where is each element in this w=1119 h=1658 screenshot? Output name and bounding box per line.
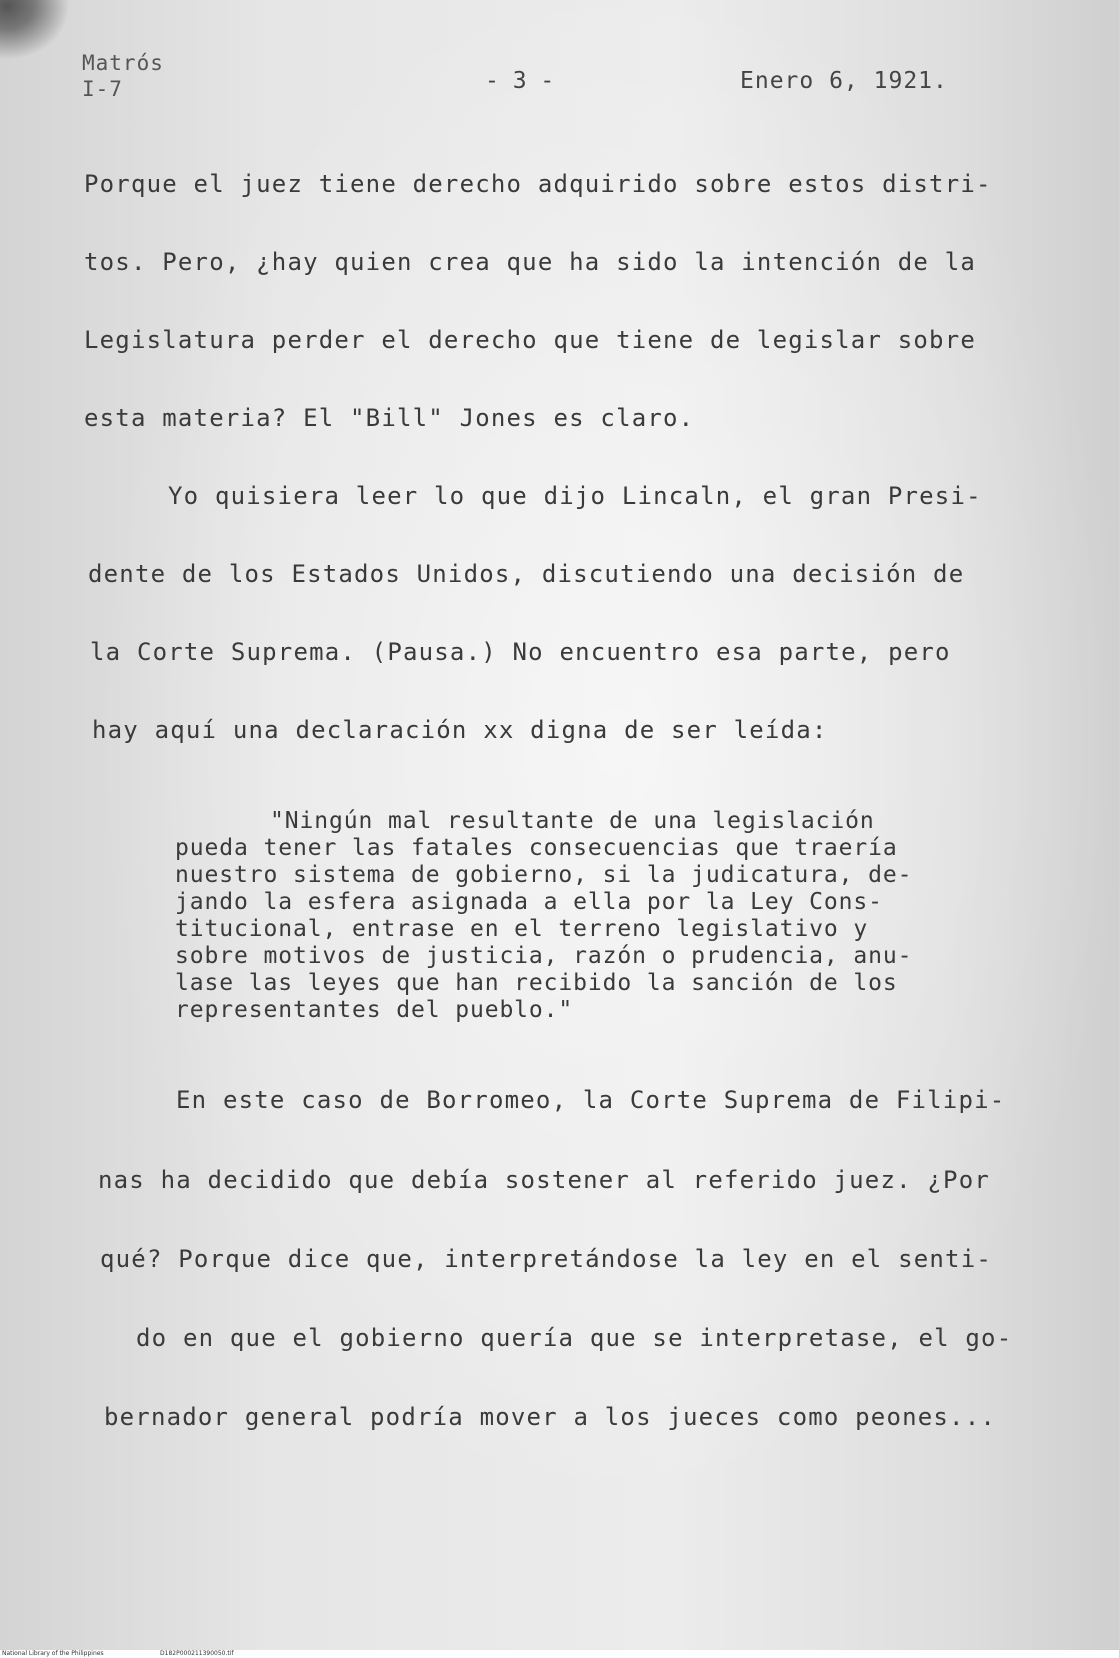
block-quote — [175, 808, 912, 1024]
quote-line: sobre motivos de justicia, razón o prudencia, anu- — [175, 943, 913, 969]
body-line: do en que el gobierno quería que se interpretase, el go- — [136, 1324, 1013, 1352]
body-line: En este caso de Borromeo, la Corte Suprema de Filipi- — [176, 1086, 1006, 1114]
quote-line: lase las leyes que han recibido la sanción de los — [175, 970, 898, 996]
body-line: nas ha decidido que debía sostener al referido juez. ¿Por — [98, 1166, 991, 1194]
body-line: dente de los Estados Unidos, discutiendo una decisión de — [88, 560, 965, 588]
body-line: la Corte Suprema. (Pausa.) No encuentro esa parte, pero — [90, 638, 951, 666]
scan-filename: D182P000211390050.tif — [160, 1650, 234, 1657]
body-line: Porque el juez tiene derecho adquirido sobre estos distri- — [84, 170, 992, 198]
body-line: esta materia? El "Bill" Jones es claro. — [84, 404, 695, 432]
quote-line: "Ningún mal resultante de una legislación — [270, 808, 875, 834]
body-line: tos. Pero, ¿hay quien crea que ha sido la intención de la — [84, 248, 977, 276]
quote-line: pueda tener las fatales consecuencias que traería — [175, 835, 898, 861]
body-line: hay aquí una declaración xx digna de ser leída: — [92, 716, 828, 744]
document-date: Enero 6, 1921. — [740, 68, 948, 94]
body-line: bernador general podría mover a los jueces como peones... — [104, 1403, 997, 1431]
reference-line-1: Matrós — [82, 51, 164, 75]
document-reference — [82, 50, 164, 102]
quote-line: nuestro sistema de gobierno, si la judicatura, de- — [175, 862, 913, 888]
body-line: qué? Porque dice que, interpretándose la ley en el senti- — [100, 1245, 993, 1273]
library-credit: National Library of the Philippines — [2, 1650, 104, 1657]
corner-smudge — [0, 0, 70, 60]
page-number: - 3 - — [485, 68, 555, 94]
quote-line: jando la esfera asignada a ella por la Ley Cons- — [175, 889, 883, 915]
scan-footer — [0, 1650, 1119, 1658]
body-line: Yo quisiera leer lo que dijo Lincaln, el gran Presi- — [168, 482, 982, 510]
quote-line: titucional, entrase en el terreno legislativo y — [175, 916, 869, 942]
reference-line-2: I-7 — [82, 77, 123, 101]
quote-line: representantes del pueblo." — [175, 997, 574, 1023]
body-line: Legislatura perder el derecho que tiene de legislar sobre — [84, 326, 977, 354]
